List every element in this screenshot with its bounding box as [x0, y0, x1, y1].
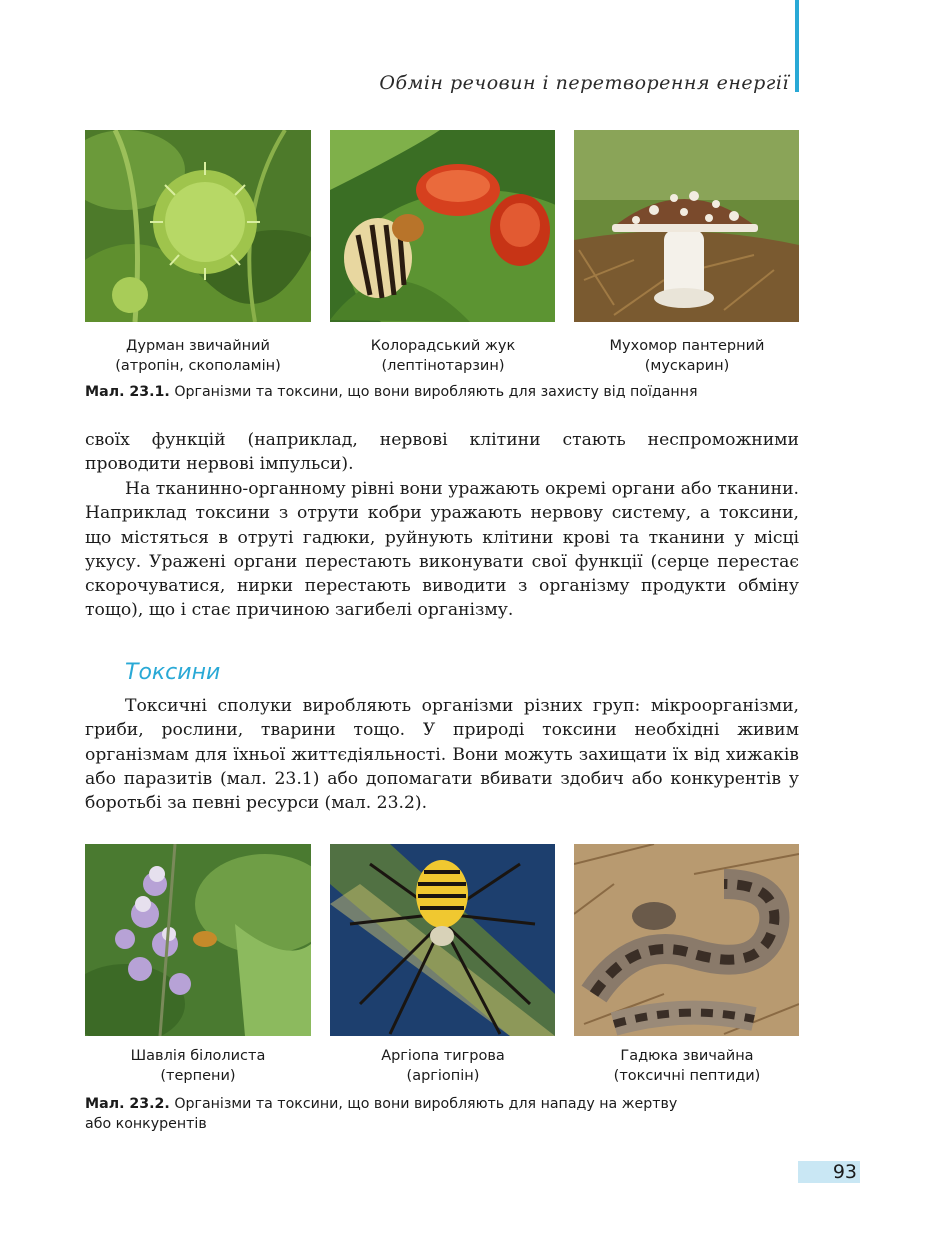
figure-caption-23-1 — [85, 382, 765, 402]
toxin-name: (терпени) — [160, 1068, 236, 1084]
running-title: Обмін речовин і перетворення енергії — [379, 72, 789, 94]
caption-panther-cap — [574, 336, 800, 376]
organism-name: Дурман звичайний — [126, 338, 270, 354]
organism-name: Гадюка звичайна — [620, 1048, 754, 1064]
page-number: 93 — [798, 1161, 860, 1183]
toxin-name: (атропін, скополамін) — [115, 358, 281, 374]
caption-wasp-spider — [330, 1046, 556, 1086]
organism-name: Мухомор пантерний — [609, 338, 765, 354]
caption-adder — [574, 1046, 800, 1086]
figure-caption-23-2 — [85, 1094, 765, 1134]
toxin-name: (лептінотарзин) — [381, 358, 505, 374]
figure-label: Мал. 23.1. — [85, 384, 170, 400]
paragraph-tissue-level: На тканинно-органному рівні вони уражають окремі органи або тканини. Наприклад токсини з отрути кобри уражають нервову систему, а токсини, що містяться в отруті гадюки, руйнують клітини крові та тканини у місці укусу. Уражені органи перестають виконувати свої функції (серце перестає скорочуватися, нирки перестають виводити з організму продукти обміну тощо), що і стає причиною загибелі організму. — [85, 479, 799, 621]
organism-name: Шавлія білолиста — [130, 1048, 266, 1064]
organism-name: Колорадський жук — [370, 338, 516, 354]
figure-label: Мал. 23.2. — [85, 1096, 170, 1112]
wasp-spider-photo — [330, 844, 555, 1036]
toxin-name: (мускарин) — [644, 358, 730, 374]
adder-snake-photo — [574, 844, 799, 1036]
datura-fruit-photo — [85, 130, 311, 322]
figure-caption-text: Організми та токсини, що вони виробляють для захисту від поїдання — [174, 384, 698, 400]
white-sage-photo — [85, 844, 311, 1036]
section-title: Токсини — [125, 660, 221, 685]
colorado-beetle-photo — [330, 130, 555, 322]
toxin-name: (аргіопін) — [406, 1068, 480, 1084]
figure-caption-text: Організми та токсини, що вони виробляють для нападу на жертву — [174, 1096, 678, 1112]
caption-datura — [85, 336, 311, 376]
paragraph-toxins: Токсичні сполуки виробляють організми різних груп: мікроорганізми, гриби, рослини, тварини тощо. У природі токсини необхідні живим організмам для їхньої життєдіяльності. Вони можуть захищати їх від хижаків або паразитів (мал. 23.1) або допомагати вбивати здобич або конкурентів у боротьбі за певні ресурси (мал. 23.2). — [85, 696, 799, 814]
caption-colorado-beetle — [330, 336, 556, 376]
accent-bar — [795, 0, 799, 92]
toxin-name: (токсичні пептиди) — [613, 1068, 761, 1084]
organism-name: Аргіопа тигрова — [381, 1048, 505, 1064]
caption-white-sage — [85, 1046, 311, 1086]
paragraph-continuation: своїх функцій (наприклад, нервові клітини стають неспроможними проводити нервові імпульси). — [85, 430, 799, 475]
panther-cap-mushroom-photo — [574, 130, 799, 322]
figure-caption-text-line2: або конкурентів — [85, 1116, 207, 1132]
